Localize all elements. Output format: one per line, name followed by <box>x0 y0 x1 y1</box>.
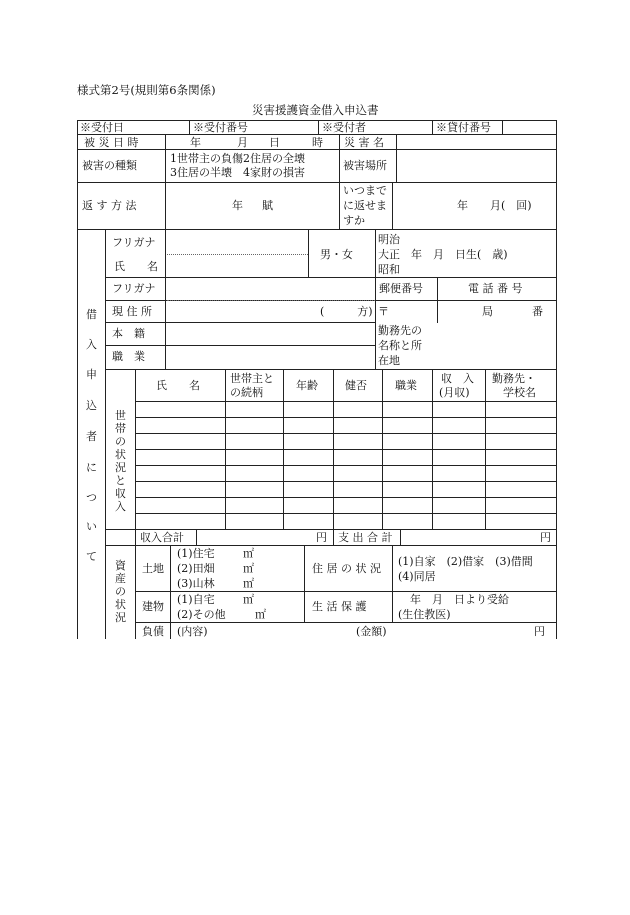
land-label: 土地 <box>142 562 164 575</box>
receipt-date-label: ※受付日 <box>80 121 124 134</box>
furigana-label: フリガナ <box>112 236 156 249</box>
month-label: 月 <box>237 136 248 149</box>
repayment-year-label: 年 <box>232 199 243 212</box>
name-label: 氏 名 <box>114 260 158 273</box>
disaster-name-label: 災 害 名 <box>344 136 384 149</box>
repayment-method-label: 返 す 方 法 <box>82 199 137 212</box>
unit-sqm: ㎡ <box>243 577 254 590</box>
school-header-line1: 勤務先・ <box>492 372 536 385</box>
care-of-label: ( 方) <box>320 305 373 318</box>
housing-status-label: 住 居 の 状 況 <box>312 562 381 575</box>
age-header: 年齢 <box>296 379 318 392</box>
unit-sqm: ㎡ <box>243 547 254 560</box>
damage-place-label: 被害場所 <box>343 159 387 172</box>
hour-label: 時 <box>312 136 323 149</box>
form-number: 様式第2号(規則第6条関係) <box>77 83 216 97</box>
day-label: 日 <box>269 136 280 149</box>
applicant-side-char: 込 <box>86 399 97 412</box>
assets-side-char: 況 <box>115 611 126 624</box>
applicant-side-char: 申 <box>86 368 97 381</box>
debt-yen: 円 <box>534 625 545 638</box>
expense-total-label: 支 出 合 計 <box>338 531 393 544</box>
assets-side-char: 状 <box>115 598 126 611</box>
household-side-char: 入 <box>115 500 126 513</box>
unit-sqm: ㎡ <box>255 608 266 621</box>
number-label: 番 <box>532 305 543 318</box>
unit-sqm: ㎡ <box>243 562 254 575</box>
household-name-header: 氏 名 <box>156 379 200 392</box>
year-label: 年 <box>190 136 201 149</box>
occupation-label: 職 業 <box>112 350 145 363</box>
welfare-types: (生住教医) <box>398 608 451 621</box>
debt-label: 負債 <box>142 625 164 638</box>
sex-selector: 男・女 <box>320 248 353 261</box>
household-side-char: 世 <box>115 409 126 422</box>
income-total-yen: 円 <box>316 531 327 544</box>
applicant-side-char: に <box>86 461 97 474</box>
household-side-char: 帯 <box>115 422 126 435</box>
debt-content-label: (内容) <box>177 625 208 638</box>
furigana-label-2: フリガナ <box>112 282 156 295</box>
until-when-line1: いつまで <box>343 184 387 197</box>
applicant-side-char: い <box>86 520 97 533</box>
damage-type-line2: 3住居の半壊 4家財の損害 <box>170 166 305 179</box>
assets-side-char: 資 <box>115 559 126 572</box>
school-header-line2: 学校名 <box>503 386 536 399</box>
until-when-line2: に返せま <box>343 199 387 212</box>
postal-mark: 〒 <box>378 305 389 318</box>
registered-domicile-label: 本 籍 <box>112 327 145 340</box>
welfare-since: 年 月 日より受給 <box>410 593 509 606</box>
household-side-char: 況 <box>115 461 126 474</box>
applicant-side-char: 入 <box>86 338 97 351</box>
relation-header-line1: 世帯主と <box>230 372 274 385</box>
housing-options-line2: (4)同居 <box>398 570 436 583</box>
disaster-date-label: 被 災 日 時 <box>84 136 139 149</box>
until-when-line3: すか <box>343 214 365 227</box>
income-header-line1: 収 入 <box>441 372 474 385</box>
household-side-char: 収 <box>115 487 126 500</box>
exchange-label: 局 <box>482 305 493 318</box>
era-taisho-birth: 大正 年 月 日生( 歳) <box>378 248 508 261</box>
phone-number-label: 電 話 番 号 <box>468 282 523 295</box>
workplace-line3: 在地 <box>378 354 400 367</box>
damage-type-line1: 1世帯主の負傷2住居の全壊 <box>170 152 305 165</box>
workplace-line2: 名称と所 <box>378 339 422 352</box>
workplace-line1: 勤務先の <box>378 324 422 337</box>
unit-sqm: ㎡ <box>243 593 254 606</box>
form-title: 災害援護資金借入申込書 <box>252 103 379 117</box>
assets-side-char: 産 <box>115 572 126 585</box>
applicant-side-char: 者 <box>86 430 97 443</box>
land-farm: (2)田畑 <box>177 562 215 575</box>
health-header: 健否 <box>345 379 367 392</box>
installment-label: 賦 <box>262 199 273 212</box>
era-meiji: 明治 <box>378 233 400 246</box>
housing-options-line1: (1)自家 (2)借家 (3)借間 <box>398 555 533 568</box>
damage-type-label: 被害の種類 <box>82 159 137 172</box>
current-address-label: 現 住 所 <box>112 305 152 318</box>
occupation-header: 職業 <box>395 379 417 392</box>
land-residence: (1)住宅 <box>177 547 215 560</box>
household-side-char: と <box>115 474 126 487</box>
household-side-char: の <box>115 435 126 448</box>
postal-code-label: 郵便番号 <box>379 282 423 295</box>
applicant-side-char: 借 <box>86 308 97 321</box>
repayment-period: 年 月( 回) <box>457 199 532 212</box>
building-other: (2)その他 <box>177 608 226 621</box>
building-label: 建物 <box>142 600 164 613</box>
receipt-number-label: ※受付番号 <box>193 121 248 134</box>
receiver-label: ※受付者 <box>322 121 366 134</box>
era-showa: 昭和 <box>378 263 400 276</box>
applicant-side-char: て <box>86 550 97 563</box>
assets-side-char: の <box>115 585 126 598</box>
building-home: (1)自宅 <box>177 593 215 606</box>
debt-amount-label: (金額) <box>356 625 387 638</box>
income-header-line2: (月収) <box>439 386 470 399</box>
income-total-label: 収入合計 <box>140 531 184 544</box>
applicant-side-char: つ <box>86 491 97 504</box>
loan-number-label: ※貸付番号 <box>436 121 491 134</box>
land-forest: (3)山林 <box>177 577 215 590</box>
welfare-label: 生 活 保 護 <box>312 600 367 613</box>
relation-header-line2: の続柄 <box>230 386 263 399</box>
household-side-char: 状 <box>115 448 126 461</box>
expense-total-yen: 円 <box>540 531 551 544</box>
